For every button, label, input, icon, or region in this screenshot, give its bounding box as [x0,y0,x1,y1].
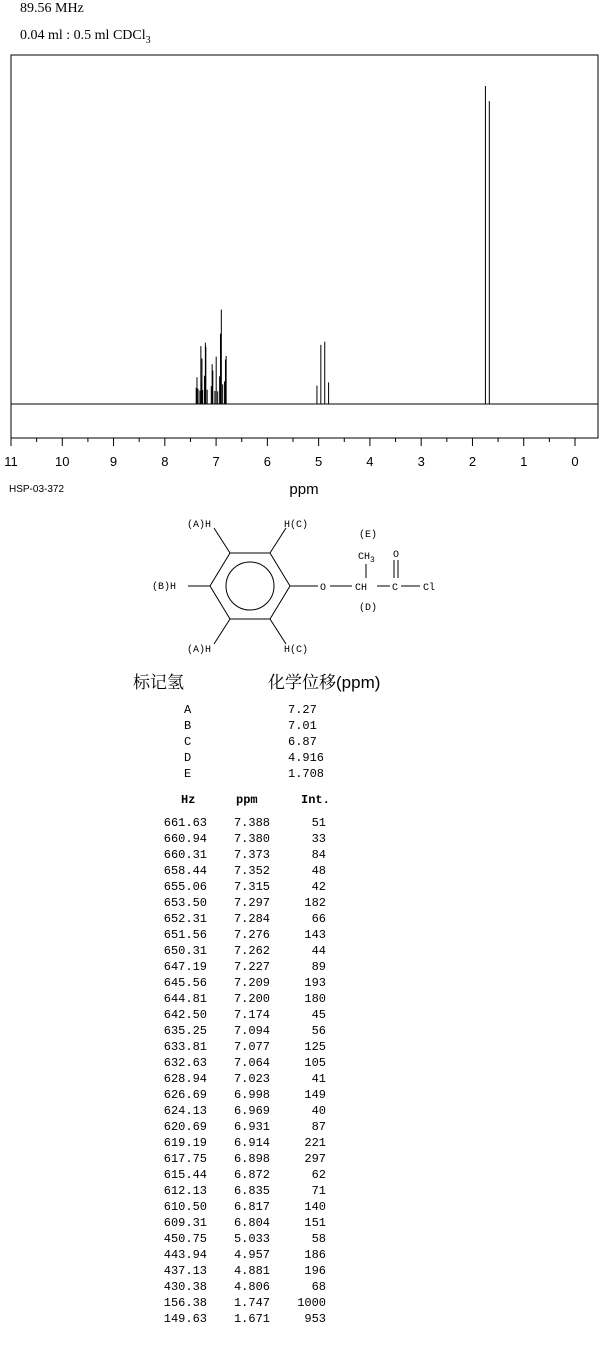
peak-hz: 149.63 [163,1312,207,1326]
shift-value: 7.01 [288,719,317,733]
peak-intensity: 143 [304,928,326,942]
peak-hz: 655.06 [163,880,207,894]
peak-intensity: 44 [311,944,326,958]
shift-value: 4.916 [288,751,325,765]
peak-hz: 652.31 [163,912,207,926]
peak-table-ppm-header: ppm [236,793,258,807]
peak-hz: 437.13 [163,1264,207,1278]
peak-ppm: 7.276 [233,928,270,942]
peak-hz: 609.31 [163,1216,207,1230]
peak-hz: 651.56 [163,928,207,942]
shift-label: D [184,751,192,765]
peak-intensity: 221 [304,1136,326,1150]
peak-intensity: 140 [304,1200,326,1214]
peak-hz: 620.69 [163,1120,207,1134]
peak-ppm: 6.931 [233,1120,270,1134]
x-tick-label: 9 [109,454,118,469]
sample-text: 0.04 ml : 0.5 ml CDCl [20,28,146,43]
peak-ppm: 7.315 [233,880,270,894]
carbonyl-carbon: C [392,583,399,594]
sample-code: HSP-03-372 [9,484,65,495]
spectrometer-frequency: 89.56 MHz [20,1,84,16]
peak-intensity: 953 [304,1312,326,1326]
x-tick-label: 11 [4,454,18,469]
peak-ppm: 1.671 [233,1312,270,1326]
peak-ppm: 6.898 [233,1152,270,1166]
peak-ppm: 7.209 [233,976,270,990]
peak-intensity: 48 [311,864,326,878]
peak-ppm: 4.881 [233,1264,270,1278]
x-tick-label: 4 [366,454,374,469]
peak-ppm: 5.033 [233,1232,270,1246]
peak-intensity: 125 [304,1040,326,1054]
shift-value: 6.87 [288,735,317,749]
peak-table-int-header: Int. [301,793,330,807]
peak-ppm: 4.957 [233,1248,270,1262]
peak-hz: 628.94 [163,1072,207,1086]
carbonyl-oxygen: O [393,550,400,561]
peak-intensity: 151 [304,1216,326,1230]
shift-table-ppm-heading: 化学位移(ppm) [268,673,381,692]
peak-intensity: 180 [304,992,326,1006]
peak-hz: 624.13 [163,1104,207,1118]
peak-hz: 660.31 [163,848,207,862]
peak-ppm: 7.200 [233,992,270,1006]
peak-intensity: 42 [311,880,326,894]
peak-intensity: 45 [311,1008,326,1022]
peak-intensity: 105 [304,1056,326,1070]
x-tick-label: 3 [417,454,425,469]
label-e: (E) [359,530,378,541]
peak-intensity: 297 [304,1152,326,1166]
label-d: (D) [359,603,378,614]
peak-ppm: 7.262 [233,944,270,958]
x-tick-label: 10 [55,454,70,469]
label-c-top: H(C) [284,520,309,531]
peak-intensity: 182 [304,896,326,910]
peak-intensity: 87 [311,1120,326,1134]
peak-ppm: 1.747 [233,1296,270,1310]
peak-hz: 658.44 [163,864,207,878]
peak-intensity: 71 [311,1184,326,1198]
peak-intensity: 193 [304,976,326,990]
peak-hz: 156.38 [163,1296,207,1310]
peak-ppm: 6.998 [233,1088,270,1102]
x-tick-label: 8 [161,454,169,469]
peak-table-hz-header: Hz [181,793,196,807]
x-tick-label: 2 [468,454,477,469]
peak-ppm: 4.806 [233,1280,270,1294]
peak-hz: 642.50 [163,1008,207,1022]
peak-ppm: 6.804 [233,1216,270,1230]
peak-ppm: 6.969 [233,1104,270,1118]
peak-intensity: 51 [311,816,326,830]
peak-hz: 633.81 [163,1040,207,1054]
ether-oxygen: O [320,583,327,594]
shift-table-label-heading: 标记氢 [133,673,184,692]
peak-intensity: 89 [311,960,326,974]
peak-intensity: 196 [304,1264,326,1278]
peak-intensity: 68 [311,1280,326,1294]
peak-intensity: 62 [311,1168,326,1182]
sample-subscript: 3 [145,34,151,46]
x-tick-label: 7 [212,454,220,469]
peak-intensity: 149 [304,1088,326,1102]
label-a-bottom: (A)H [187,645,212,656]
label-b: (B)H [152,582,177,593]
peak-ppm: 7.352 [233,864,270,878]
peak-ppm: 7.064 [233,1056,270,1070]
peak-hz: 617.75 [163,1152,207,1166]
peak-hz: 450.75 [163,1232,207,1246]
methyl-group [358,552,375,565]
peak-hz: 610.50 [163,1200,207,1214]
peak-intensity: 1000 [297,1296,326,1310]
peak-ppm: 7.284 [233,912,270,926]
label-a-top: (A)H [187,520,212,531]
label-c-bottom: H(C) [284,645,309,656]
peak-intensity: 186 [304,1248,326,1262]
shift-label: E [184,767,192,781]
shift-label: A [184,703,192,717]
peak-ppm: 7.174 [233,1008,270,1022]
peak-ppm: 7.023 [233,1072,270,1086]
peak-hz: 635.25 [163,1024,207,1038]
peak-intensity: 66 [311,912,326,926]
x-tick-label: 6 [263,454,271,469]
peak-intensity: 41 [311,1072,326,1086]
x-tick-label: 5 [315,454,323,469]
peak-hz: 645.56 [163,976,207,990]
peak-ppm: 7.227 [233,960,270,974]
peak-hz: 619.19 [163,1136,207,1150]
peak-ppm: 7.094 [233,1024,270,1038]
methyl-subscript: 3 [370,556,375,565]
chlorine-atom: Cl [423,583,436,594]
x-tick-label: 0 [571,454,579,469]
peak-hz: 660.94 [163,832,207,846]
x-tick-label: 1 [520,454,528,469]
peak-hz: 644.81 [163,992,207,1006]
peak-hz: 653.50 [163,896,207,910]
shift-label: B [184,719,192,733]
peak-hz: 661.63 [163,816,207,830]
peak-intensity: 58 [311,1232,326,1246]
molecule-structure [0,0,609,660]
shift-label: C [184,735,192,749]
peak-ppm: 7.297 [233,896,270,910]
peak-ppm: 6.872 [233,1168,270,1182]
peak-intensity: 33 [311,832,326,846]
peak-intensity: 84 [311,848,326,862]
peak-hz: 647.19 [163,960,207,974]
shift-value: 7.27 [288,703,317,717]
peak-hz: 443.94 [163,1248,207,1262]
peak-ppm: 7.388 [233,816,270,830]
peak-hz: 615.44 [163,1168,207,1182]
shift-value: 1.708 [288,767,325,781]
peak-ppm: 7.380 [233,832,270,846]
peak-intensity: 40 [311,1104,326,1118]
peak-hz: 650.31 [163,944,207,958]
peak-ppm: 7.077 [233,1040,270,1054]
methine-carbon: CH [355,583,368,594]
x-axis-label: ppm [289,481,319,498]
peak-hz: 632.63 [163,1056,207,1070]
peak-ppm: 6.835 [233,1184,270,1198]
peak-ppm: 7.373 [233,848,270,862]
peak-hz: 430.38 [163,1280,207,1294]
methyl-text: CH [358,552,371,563]
peak-ppm: 6.914 [233,1136,270,1150]
peak-hz: 626.69 [163,1088,207,1102]
peak-hz: 612.13 [163,1184,207,1198]
peak-intensity: 56 [311,1024,326,1038]
peak-ppm: 6.817 [233,1200,270,1214]
benzene-ring [188,528,420,644]
